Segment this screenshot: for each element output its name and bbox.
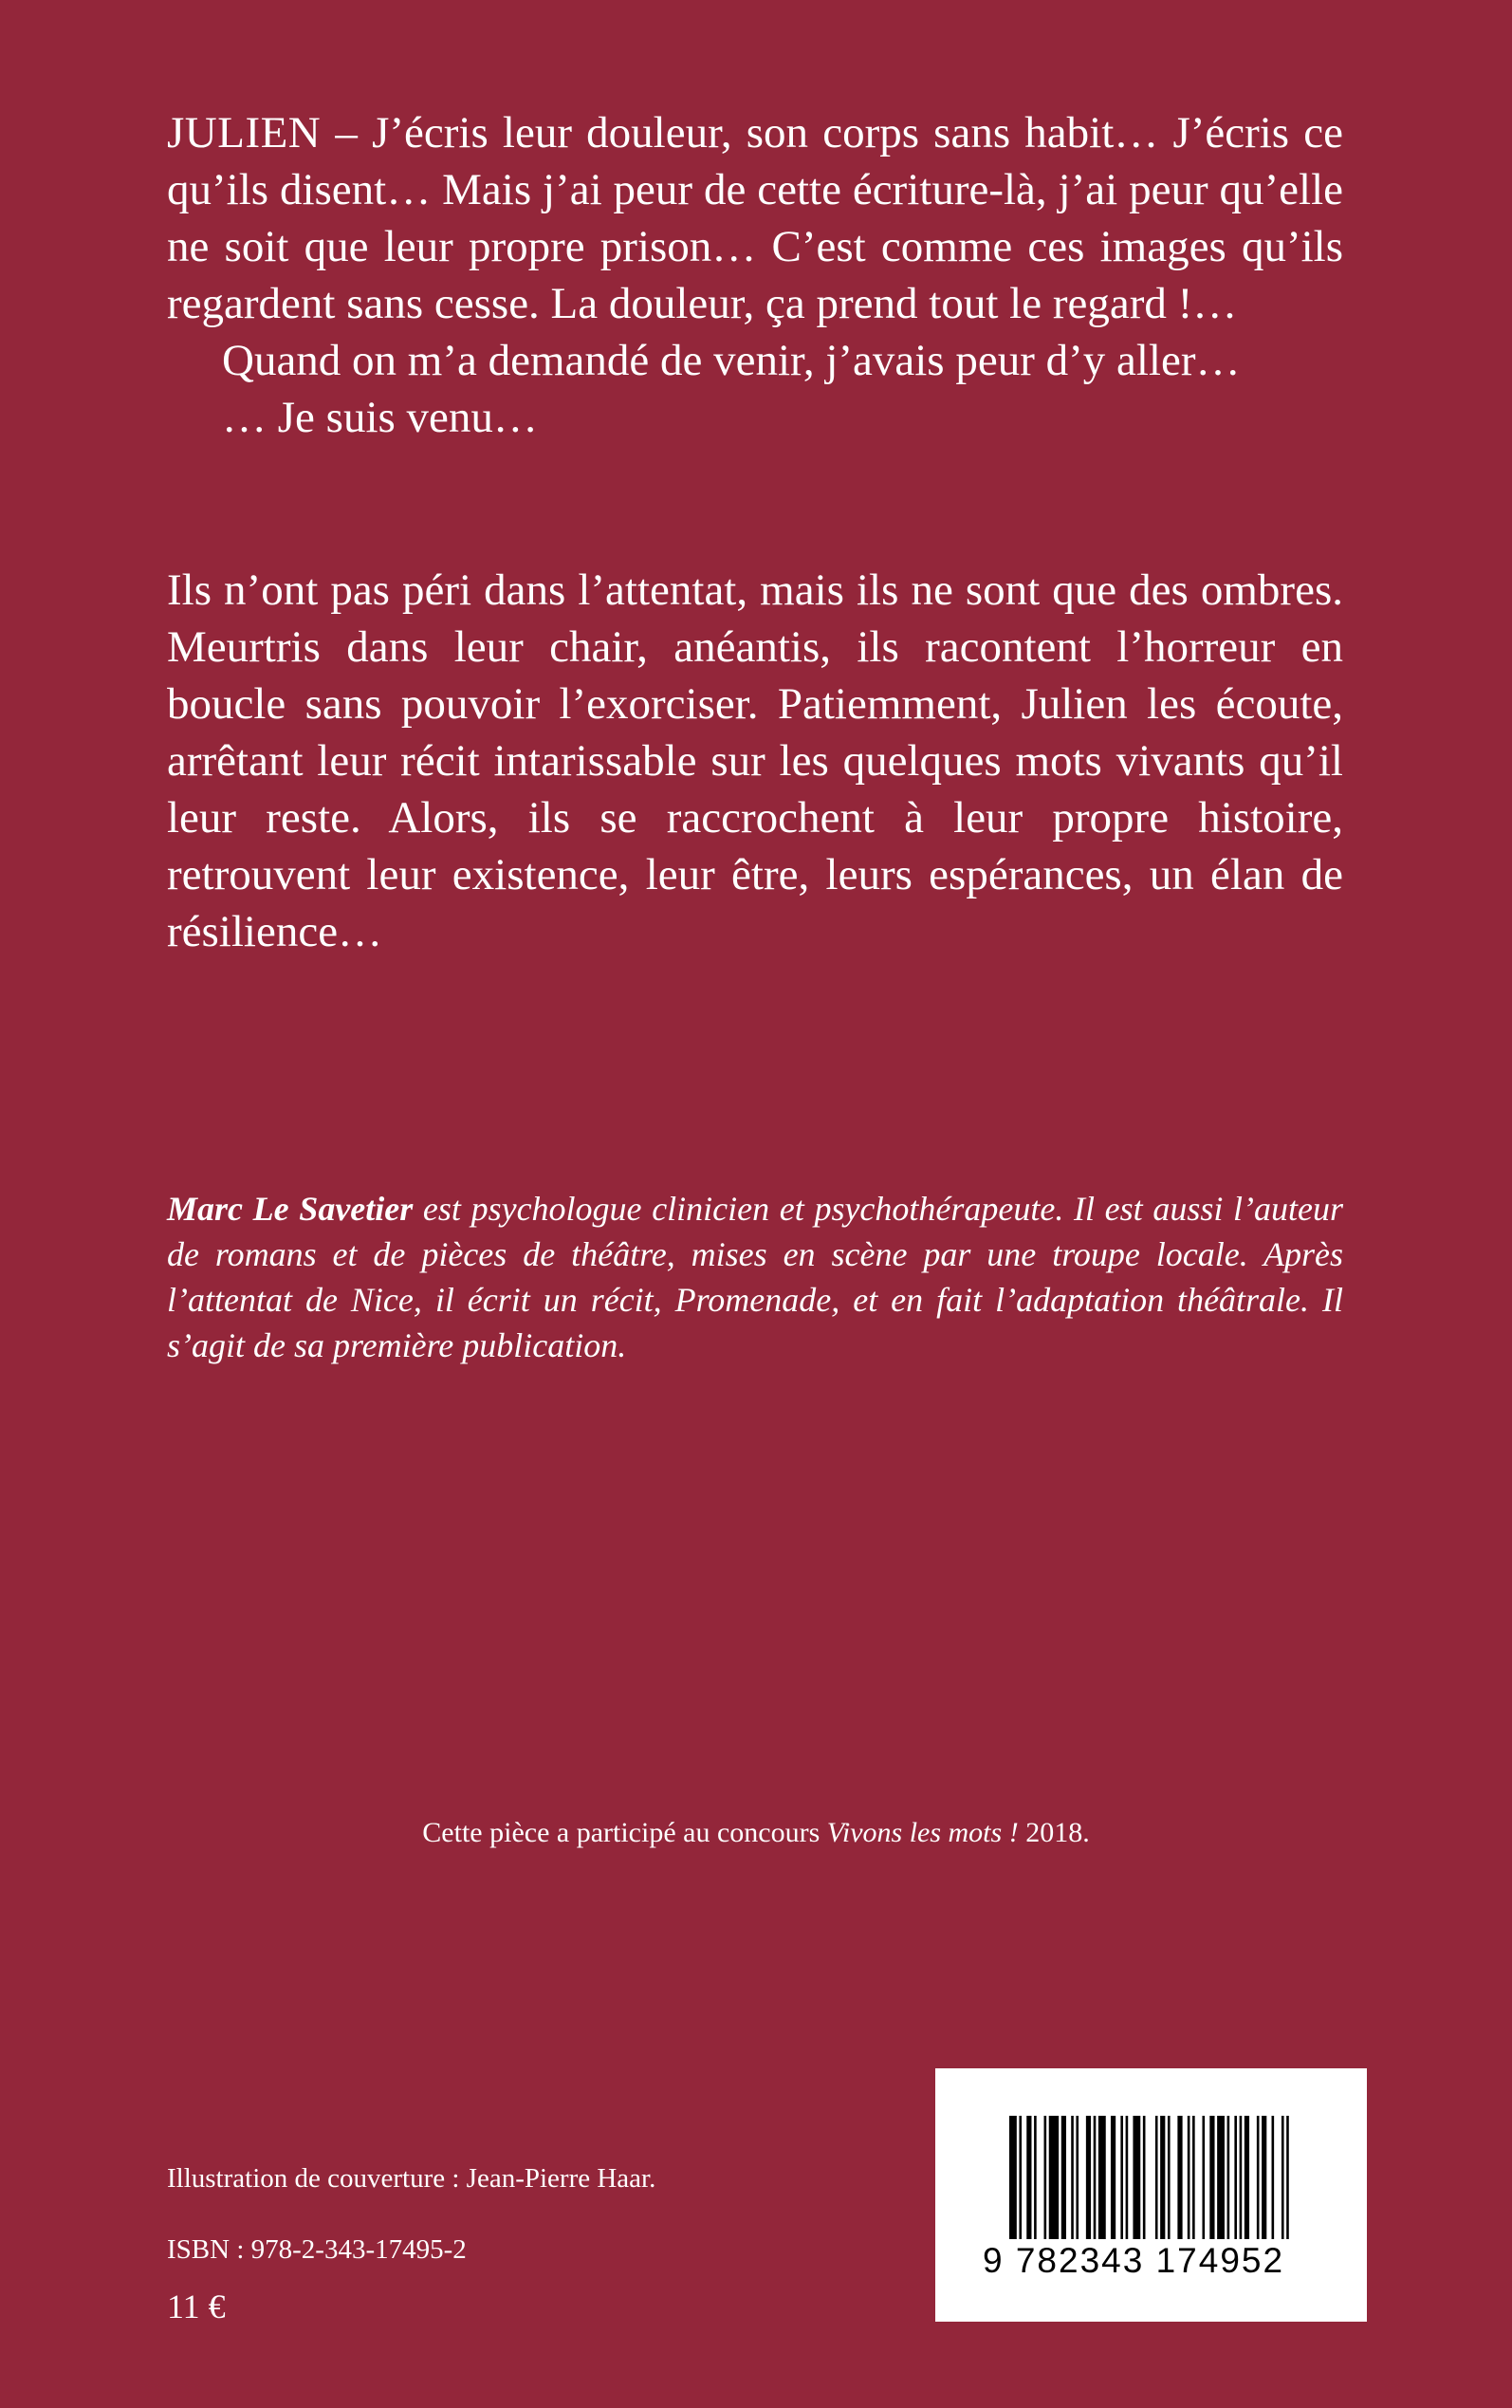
barcode-bar xyxy=(1262,2116,1266,2239)
author-bio xyxy=(167,1186,1343,1368)
price-text: 11 € xyxy=(167,2288,226,2325)
barcode-bar xyxy=(1257,2116,1260,2239)
quote-line-3: … Je suis venu… xyxy=(222,393,538,442)
quote-line-2: Quand on m’a demandé de venir, j’avais peur d’y aller… xyxy=(222,336,1241,385)
quote-text: – J’écris leur douleur, son corps sans habit… J’écris ce qu’ils disent… Mais j’ai peur de cette écriture-là, j’ai peur qu’elle ne soit que leur propre prison… C’est comme ces images qu’ils regardent sans cesse. La douleur, ça prend tout le regard !… xyxy=(167,108,1343,328)
barcode-bar xyxy=(1009,2116,1017,2239)
barcode-bar xyxy=(1286,2116,1289,2239)
quote-block xyxy=(167,104,1343,446)
barcode-bar xyxy=(1098,2116,1106,2239)
barcode-bar xyxy=(1133,2116,1140,2239)
barcode-bar xyxy=(1049,2116,1059,2239)
summary-paragraph: Ils n’ont pas péri dans l’attentat, mais ils ne sont que des ombres. Meurtris dans leur chair, anéantis, ils racontent l’horreur en boucle sans pouvoir l’exorciser. Patiemment, Julien les écoute, arrêtant leur récit intarissable sur les quelques mots vivants qu’il leur reste. Alors, ils se raccrochent à leur propre histoire, retrouvent leur existence, leur être, leurs espérances, un élan de résilience… xyxy=(167,565,1343,956)
contest-name: Vivons les mots ! xyxy=(826,1817,1019,1848)
barcode-bar xyxy=(1071,2116,1074,2239)
contest-suffix: 2018. xyxy=(1018,1817,1090,1848)
barcode-bar xyxy=(1160,2116,1165,2239)
barcode-bar xyxy=(1126,2116,1129,2239)
barcode-bar xyxy=(1094,2116,1097,2239)
contest-note xyxy=(0,1814,1512,1852)
barcode-bar xyxy=(1111,2116,1116,2239)
barcode-bars xyxy=(1009,2116,1294,2239)
barcode-bar xyxy=(1120,2116,1123,2239)
barcode-bar xyxy=(1192,2116,1195,2239)
contest-prefix: Cette pièce a participé au concours xyxy=(422,1817,827,1848)
isbn-text: ISBN : 978-2-343-17495-2 xyxy=(167,2234,467,2265)
barcode-bar xyxy=(1272,2116,1275,2239)
barcode-bar xyxy=(1188,2116,1190,2239)
barcode xyxy=(935,2068,1367,2322)
barcode-bar xyxy=(1227,2116,1230,2239)
barcode-bar xyxy=(1034,2116,1037,2239)
barcode-bar xyxy=(1282,2116,1284,2239)
author-name: Marc Le Savetier xyxy=(167,1190,414,1228)
barcode-bar xyxy=(1143,2116,1146,2239)
barcode-bar xyxy=(1234,2116,1237,2239)
barcode-bar xyxy=(1086,2116,1091,2239)
barcode-bar xyxy=(1026,2116,1031,2239)
barcode-bar xyxy=(1044,2116,1047,2239)
barcode-bar xyxy=(1076,2116,1079,2239)
barcode-bar xyxy=(1245,2116,1249,2239)
barcode-bar xyxy=(1168,2116,1171,2239)
barcode-bar xyxy=(1240,2116,1243,2239)
speaker-name: JULIEN xyxy=(167,108,322,157)
barcode-bar xyxy=(1019,2116,1022,2239)
barcode-bar xyxy=(1202,2116,1205,2239)
barcode-bar xyxy=(1209,2116,1214,2239)
author-bio-text: est psychologue clinicien et psychothérapeute. Il est aussi l’auteur de romans et de pièces de théâtre, mises en scène par une troupe locale. Après l’attentat de Nice, il écrit un récit, Promenade, et en fait l’adaptation théâtrale. Il s’agit de sa première publication. xyxy=(167,1190,1343,1364)
barcode-bar xyxy=(1155,2116,1158,2239)
quote-paragraph xyxy=(167,104,1343,332)
illustration-credit: Illustration de couverture : Jean-Pierre Haar. xyxy=(167,2163,656,2194)
barcode-bar xyxy=(1217,2116,1225,2239)
barcode-bar xyxy=(1061,2116,1066,2239)
barcode-bar xyxy=(1177,2116,1182,2239)
barcode-digits: 9 782343 174952 xyxy=(983,2241,1285,2280)
